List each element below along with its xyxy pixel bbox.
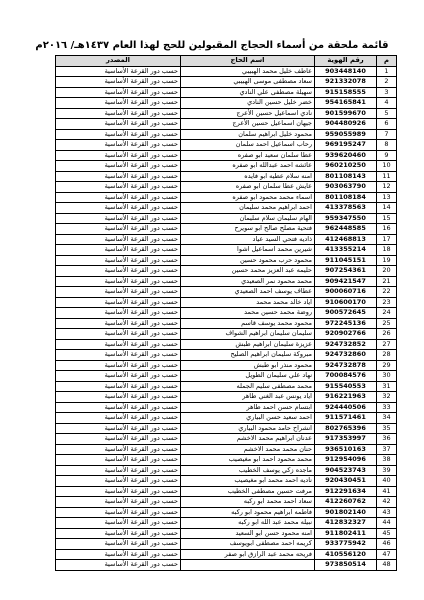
row-id: 969195247 <box>315 140 377 151</box>
row-id: 916221963 <box>315 392 377 403</box>
header-num: م <box>377 56 397 67</box>
header-name: اسم الحاج <box>181 56 315 67</box>
row-source: حسب دور القرعة الأساسية <box>56 266 181 277</box>
row-source: حسب دور القرعة الأساسية <box>56 255 181 266</box>
row-name: حليمه عبد العزيز محمد حسين <box>181 266 315 277</box>
row-name: مرفت حسين مصطفى الخطيب <box>181 486 315 497</box>
row-id: 959055989 <box>315 129 377 140</box>
table-row <box>56 329 397 340</box>
row-id: 901802140 <box>315 507 377 518</box>
row-source: حسب دور القرعة الأساسية <box>56 98 181 109</box>
row-id: 801108143 <box>315 171 377 182</box>
row-id: 410556120 <box>315 549 377 560</box>
row-id: 412468813 <box>315 234 377 245</box>
table-row <box>56 560 397 571</box>
row-number: 45 <box>377 528 397 539</box>
row-name: محمد محمود احمد ابو مغيصيب <box>181 455 315 466</box>
row-source: حسب دور القرعة الأساسية <box>56 234 181 245</box>
table-row <box>56 297 397 308</box>
row-number: 16 <box>377 224 397 235</box>
table-row <box>56 360 397 371</box>
row-number: 33 <box>377 402 397 413</box>
row-number: 9 <box>377 150 397 161</box>
table-row <box>56 539 397 550</box>
row-id: 903448140 <box>315 66 377 77</box>
row-source: حسب دور القرعة الأساسية <box>56 213 181 224</box>
row-source: حسب دور القرعة الأساسية <box>56 287 181 298</box>
table-row <box>56 140 397 151</box>
row-source: حسب دور القرعة الأساسية <box>56 182 181 193</box>
table-row <box>56 350 397 361</box>
row-source: حسب دور القرعة الأساسية <box>56 381 181 392</box>
table-row <box>56 518 397 529</box>
table-row <box>56 98 397 109</box>
row-number: 6 <box>377 119 397 130</box>
row-name: امنه سلام عطيه ابو فايده <box>181 171 315 182</box>
row-id: 933775942 <box>315 539 377 550</box>
row-number: 26 <box>377 329 397 340</box>
row-name: محمود محمد يوسف قاسم <box>181 318 315 329</box>
row-name: محمد مصطفى سليم الجمله <box>181 381 315 392</box>
row-name: انشراح حامد محمود البياري <box>181 423 315 434</box>
row-number: 4 <box>377 98 397 109</box>
table-row <box>56 339 397 350</box>
row-id: 939620460 <box>315 150 377 161</box>
table-row <box>56 497 397 508</box>
table-row <box>56 528 397 539</box>
row-source: حسب دور القرعة الأساسية <box>56 192 181 203</box>
row-number: 11 <box>377 171 397 182</box>
table-row <box>56 465 397 476</box>
document-title: قائمة ملحقة من أسماء الحجاج المقبولين للحج لهذا العام ١٤٣٧هـ/ ٢٠١٦م <box>35 40 389 51</box>
row-source: حسب دور القرعة الأساسية <box>56 161 181 172</box>
row-number: 10 <box>377 161 397 172</box>
row-name: نادي اسماعيل حسين الأعرج <box>181 108 315 119</box>
row-source: حسب دور القرعة الأساسية <box>56 486 181 497</box>
row-source: حسب دور القرعة الأساسية <box>56 371 181 382</box>
row-source: حسب دور القرعة الأساسية <box>56 140 181 151</box>
row-number: 37 <box>377 444 397 455</box>
row-id: 954165841 <box>315 98 377 109</box>
table-row <box>56 182 397 193</box>
row-name: محمود خليل ابراهيم سلمان <box>181 129 315 140</box>
table-row <box>56 455 397 466</box>
row-id: 802765396 <box>315 423 377 434</box>
row-id: 900060716 <box>315 287 377 298</box>
row-source: حسب دور القرعة الأساسية <box>56 276 181 287</box>
table-row <box>56 423 397 434</box>
row-source: حسب دور القرعة الأساسية <box>56 518 181 529</box>
table-row <box>56 161 397 172</box>
table-row <box>56 266 397 277</box>
row-number: 13 <box>377 192 397 203</box>
row-name: نهاد علي سليمان الطويل <box>181 371 315 382</box>
row-name: اياد يونس عبد الغني طاهر <box>181 392 315 403</box>
table-row <box>56 87 397 98</box>
row-source: حسب دور القرعة الأساسية <box>56 119 181 130</box>
row-number: 2 <box>377 77 397 88</box>
row-name: احمد سعيد حسن البياري <box>181 413 315 424</box>
row-number: 41 <box>377 486 397 497</box>
table-body <box>56 66 397 570</box>
row-number: 31 <box>377 381 397 392</box>
table-row <box>56 77 397 88</box>
table-row <box>56 213 397 224</box>
row-name: اياد خالد محمد محمد <box>181 297 315 308</box>
row-id: 936510163 <box>315 444 377 455</box>
row-id: 911045151 <box>315 255 377 266</box>
table-row <box>56 224 397 235</box>
row-name: عائشه احمد عبدالله ابو صفره <box>181 161 315 172</box>
row-name: مبروكة سليمان ابراهيم الصليح <box>181 350 315 361</box>
row-number: 17 <box>377 234 397 245</box>
row-source: حسب دور القرعة الأساسية <box>56 308 181 319</box>
row-source: حسب دور القرعة الأساسية <box>56 329 181 340</box>
row-number: 48 <box>377 560 397 571</box>
row-source: حسب دور القرعة الأساسية <box>56 129 181 140</box>
row-id: 962448585 <box>315 224 377 235</box>
row-id: 973850514 <box>315 560 377 571</box>
row-id: 924732860 <box>315 350 377 361</box>
row-number: 7 <box>377 129 397 140</box>
row-number: 25 <box>377 318 397 329</box>
row-name: خضر خليل حسين النادي <box>181 98 315 109</box>
row-id: 920430451 <box>315 476 377 487</box>
row-name: فاطمه ابراهيم محمود ابو ركبه <box>181 507 315 518</box>
row-number: 38 <box>377 455 397 466</box>
row-number: 15 <box>377 213 397 224</box>
row-name: رحاب اسماعيل احمد سلمان <box>181 140 315 151</box>
row-id: 924732878 <box>315 360 377 371</box>
table-row <box>56 108 397 119</box>
row-number: 23 <box>377 297 397 308</box>
table-row <box>56 444 397 455</box>
row-name: ابتسام حسن احمد طاهر <box>181 402 315 413</box>
row-source: حسب دور القرعة الأساسية <box>56 539 181 550</box>
row-name: روضة محمد حسين محمد <box>181 308 315 319</box>
row-source: حسب دور القرعة الأساسية <box>56 77 181 88</box>
row-name <box>181 560 315 571</box>
row-id: 959347550 <box>315 213 377 224</box>
table-row <box>56 276 397 287</box>
row-id: 801108184 <box>315 192 377 203</box>
row-id: 412260762 <box>315 497 377 508</box>
row-name: سليمان سليمان ابراهيم الشواف <box>181 329 315 340</box>
row-source: حسب دور القرعة الأساسية <box>56 528 181 539</box>
row-name: امنه محمود حسن ابو السعيد <box>181 528 315 539</box>
row-number: 34 <box>377 413 397 424</box>
row-name: عاطف خليل محمد الهبيبي <box>181 66 315 77</box>
row-source: حسب دور القرعة الأساسية <box>56 392 181 403</box>
row-source: حسب دور القرعة الأساسية <box>56 245 181 256</box>
table-row <box>56 507 397 518</box>
table-row <box>56 66 397 77</box>
row-number: 44 <box>377 518 397 529</box>
row-name: فتحية مصلح صالح ابو سويرح <box>181 224 315 235</box>
header-source: المصدر <box>56 56 181 67</box>
row-id: 413378563 <box>315 203 377 214</box>
row-id: 911802411 <box>315 528 377 539</box>
row-id: 412832327 <box>315 518 377 529</box>
row-name: كريمه احمد مصطفى ابويوسف <box>181 539 315 550</box>
table-row <box>56 171 397 182</box>
row-source: حسب دور القرعة الأساسية <box>56 560 181 571</box>
row-number: 29 <box>377 360 397 371</box>
row-id: 960210250 <box>315 161 377 172</box>
row-id: 972245136 <box>315 318 377 329</box>
table-row <box>56 192 397 203</box>
row-name: عطاف يوسف احمد الصعيدي <box>181 287 315 298</box>
row-number: 1 <box>377 66 397 77</box>
row-source: حسب دور القرعة الأساسية <box>56 455 181 466</box>
row-id: 915158555 <box>315 87 377 98</box>
row-name: سعاد احمد محمد ابو ركبه <box>181 497 315 508</box>
row-source: حسب دور القرعة الأساسية <box>56 66 181 77</box>
row-id: 904480926 <box>315 119 377 130</box>
row-number: 12 <box>377 182 397 193</box>
table-row <box>56 150 397 161</box>
row-name: اسماء محمد محمود ابو صفره <box>181 192 315 203</box>
row-name: الهام سليمان سلام سليمان <box>181 213 315 224</box>
row-name: فريحه محمد عبد الرازق ابو صفر <box>181 549 315 560</box>
row-source: حسب دور القرعة الأساسية <box>56 423 181 434</box>
table-row <box>56 255 397 266</box>
row-source: حسب دور القرعة الأساسية <box>56 549 181 560</box>
table-row <box>56 392 397 403</box>
row-number: 14 <box>377 203 397 214</box>
row-source: حسب دور القرعة الأساسية <box>56 413 181 424</box>
row-source: حسب دور القرعة الأساسية <box>56 476 181 487</box>
table-row <box>56 318 397 329</box>
row-name: ماجده زكي يوسف الخطيب <box>181 465 315 476</box>
table-row <box>56 476 397 487</box>
table-row <box>56 129 397 140</box>
row-source: حسب دور القرعة الأساسية <box>56 318 181 329</box>
row-number: 35 <box>377 423 397 434</box>
row-number: 36 <box>377 434 397 445</box>
table-row <box>56 486 397 497</box>
row-source: حسب دور القرعة الأساسية <box>56 297 181 308</box>
header-id: رقم الهوية <box>315 56 377 67</box>
row-number: 39 <box>377 465 397 476</box>
row-name: عطا سلمان سعيد ابو صفره <box>181 150 315 161</box>
row-id: 912954096 <box>315 455 377 466</box>
row-id: 700084576 <box>315 371 377 382</box>
row-number: 47 <box>377 549 397 560</box>
row-number: 46 <box>377 539 397 550</box>
row-id: 921332078 <box>315 77 377 88</box>
row-name: محمود منذر ابو طبش <box>181 360 315 371</box>
row-number: 27 <box>377 339 397 350</box>
row-id: 900572645 <box>315 308 377 319</box>
row-number: 24 <box>377 308 397 319</box>
pilgrims-table <box>55 55 397 571</box>
row-source: حسب دور القرعة الأساسية <box>56 108 181 119</box>
row-name: احمد ابراهيم محمد سليمان <box>181 203 315 214</box>
table-row <box>56 287 397 298</box>
row-name: نبيله محمد عبد الله ابو ركبه <box>181 518 315 529</box>
row-number: 32 <box>377 392 397 403</box>
row-source: حسب دور القرعة الأساسية <box>56 434 181 445</box>
table-row <box>56 119 397 130</box>
row-number: 22 <box>377 287 397 298</box>
row-source: حسب دور القرعة الأساسية <box>56 339 181 350</box>
row-source: حسب دور القرعة الأساسية <box>56 360 181 371</box>
row-name: عزيزة سليمان ابراهيم طبش <box>181 339 315 350</box>
row-source: حسب دور القرعة الأساسية <box>56 497 181 508</box>
table-row <box>56 371 397 382</box>
row-source: حسب دور القرعة الأساسية <box>56 171 181 182</box>
row-name: جيهان اسماعيل حسين الأعرج <box>181 119 315 130</box>
row-source: حسب دور القرعة الأساسية <box>56 224 181 235</box>
row-number: 21 <box>377 276 397 287</box>
row-id: 924732852 <box>315 339 377 350</box>
row-id: 924440506 <box>315 402 377 413</box>
row-number: 3 <box>377 87 397 98</box>
row-name: سعاد مصطفى موسى الهبيبي <box>181 77 315 88</box>
row-id: 911571461 <box>315 413 377 424</box>
row-id: 904523743 <box>315 465 377 476</box>
table-row <box>56 381 397 392</box>
row-name: محمد محمود نمر الصعيدي <box>181 276 315 287</box>
row-id: 903063790 <box>315 182 377 193</box>
row-name: عدنان ابراهيم محمد الاخشم <box>181 434 315 445</box>
row-number: 42 <box>377 497 397 508</box>
row-number: 19 <box>377 255 397 266</box>
row-number: 28 <box>377 350 397 361</box>
row-id: 413355214 <box>315 245 377 256</box>
row-source: حسب دور القرعة الأساسية <box>56 150 181 161</box>
row-name: حنان محمد محمد الاخشم <box>181 444 315 455</box>
row-source: حسب دور القرعة الأساسية <box>56 203 181 214</box>
row-name: محمود حرب محمود حسين <box>181 255 315 266</box>
row-id: 907254361 <box>315 266 377 277</box>
row-source: حسب دور القرعة الأساسية <box>56 350 181 361</box>
row-name: عايش عطا سلمان ابو صفره <box>181 182 315 193</box>
table-row <box>56 402 397 413</box>
table-row <box>56 413 397 424</box>
row-id: 910600170 <box>315 297 377 308</box>
row-name: ناديه احمد محمد ابو مغيصيب <box>181 476 315 487</box>
row-number: 40 <box>377 476 397 487</box>
row-source: حسب دور القرعة الأساسية <box>56 402 181 413</box>
table-header-row <box>56 56 397 67</box>
table-row <box>56 245 397 256</box>
row-source: حسب دور القرعة الأساسية <box>56 444 181 455</box>
row-number: 18 <box>377 245 397 256</box>
table-row <box>56 549 397 560</box>
row-number: 8 <box>377 140 397 151</box>
row-id: 915540553 <box>315 381 377 392</box>
row-id: 920902766 <box>315 329 377 340</box>
row-name: سهيلة مصطفى علي النادي <box>181 87 315 98</box>
table-row <box>56 434 397 445</box>
row-name: شيرين محمد اسماعيل اشوا <box>181 245 315 256</box>
row-source: حسب دور القرعة الأساسية <box>56 465 181 476</box>
row-id: 912291634 <box>315 486 377 497</box>
row-source: حسب دور القرعة الأساسية <box>56 87 181 98</box>
row-source: حسب دور القرعة الأساسية <box>56 507 181 518</box>
row-number: 30 <box>377 371 397 382</box>
table-row <box>56 234 397 245</box>
table-row <box>56 308 397 319</box>
row-number: 20 <box>377 266 397 277</box>
table-row <box>56 203 397 214</box>
row-id: 909421547 <box>315 276 377 287</box>
row-id: 901599670 <box>315 108 377 119</box>
row-number: 43 <box>377 507 397 518</box>
row-number: 5 <box>377 108 397 119</box>
row-name: ذاديه فتحي السيد عياد <box>181 234 315 245</box>
row-id: 917353997 <box>315 434 377 445</box>
